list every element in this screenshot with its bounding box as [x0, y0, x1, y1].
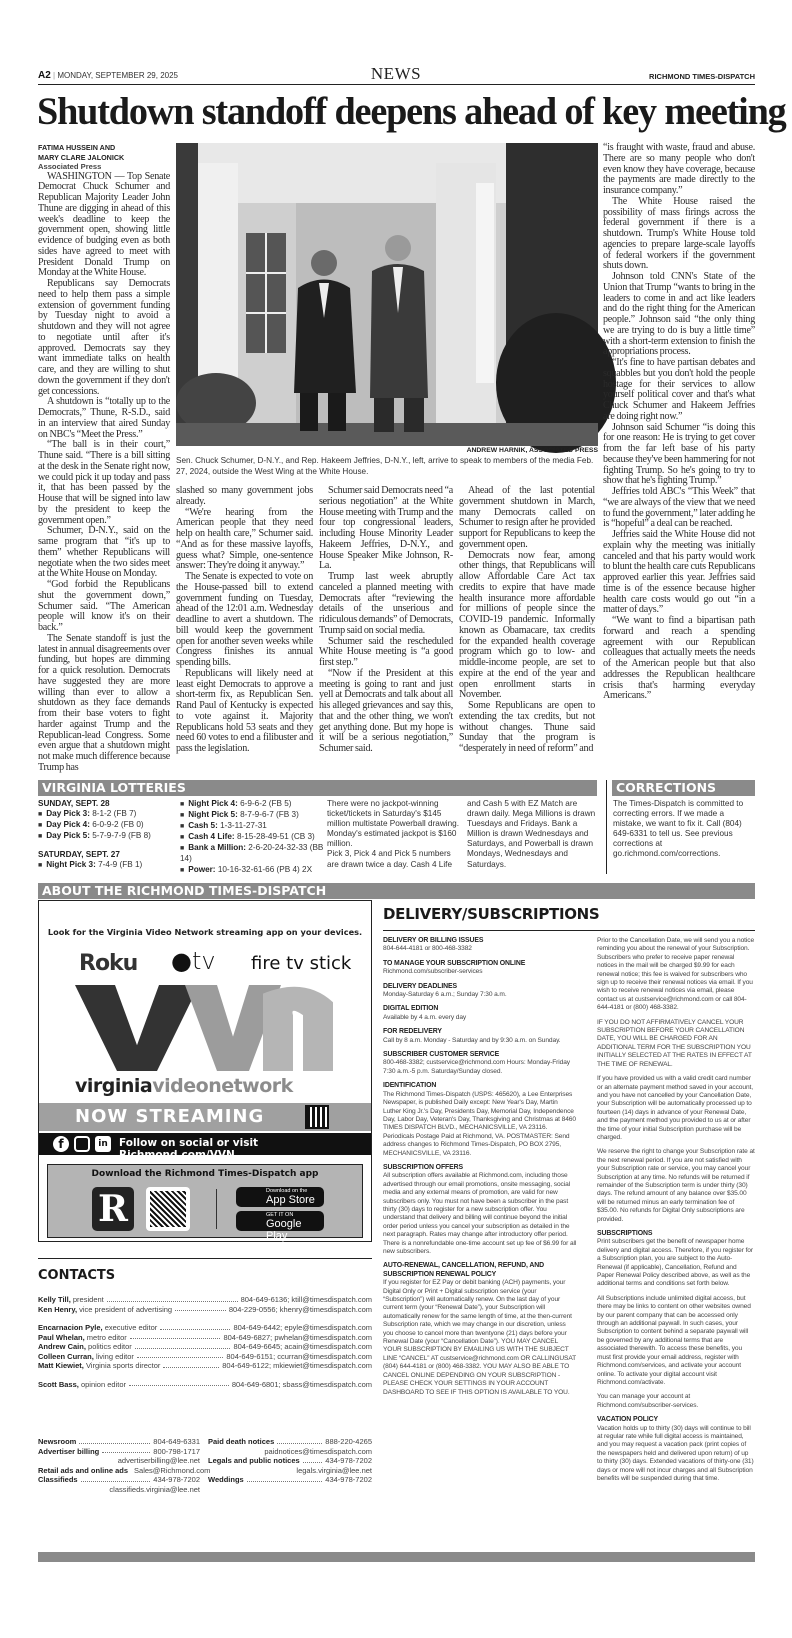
separator: | [53, 71, 56, 80]
social-banner[interactable] [39, 1133, 371, 1161]
department-info: 804-649-6331 [153, 1437, 200, 1446]
article-paragraph: Trump last week abruptly canceled a planned meeting with Democrats after “reviewing the details of the unserious and ridiculous demands” of Democrats, Trump said on social media. [319, 571, 453, 636]
department-email: legals.virginia@lee.net [296, 1465, 372, 1475]
delivery-col-right [597, 937, 755, 1489]
game-name: Night Pick 5: [188, 810, 238, 820]
policy-heading: IDENTIFICATION [383, 1082, 437, 1090]
policy-text: Available by 4 a.m. every day [383, 1013, 467, 1021]
apple-icon: ● [171, 947, 192, 975]
department-row [38, 1447, 200, 1457]
contact-row [38, 1342, 372, 1352]
author: FATIMA HUSSEIN AND [38, 143, 116, 152]
department-contacts-right [208, 1437, 372, 1485]
contact-info: 804-649-6801; sbass@timesdispatch.com [231, 1379, 372, 1389]
fire-tv-logo: fire tv stick [251, 953, 352, 974]
department-row [38, 1437, 200, 1447]
section-name: NEWS [370, 64, 422, 83]
policy-heading: SUBSCRIPTION OFFERS [383, 1163, 464, 1171]
facebook-icon[interactable]: f [53, 1136, 69, 1152]
contact-row [38, 1295, 372, 1305]
rtd-logo-icon: R [92, 1187, 134, 1231]
contact-name: Ken Henry, [38, 1304, 78, 1314]
contact-row [38, 1323, 372, 1333]
lottery-result [38, 809, 178, 820]
policy-text: Prior to the Cancellation Date, we will send you a notice reminding you about the renewal of your Subscription. Subscribers who prefer to receive paper renewal notices in the mail will be charged $9.99 for each renewal notice; this fee is waived for subscribers who sign up to receive their renewal notices via email. If you wish to receive renewal notices via email, please contact us at custservice@richmond.com or call 804-644-4181 or (800) 468-3382. [597, 937, 755, 1012]
department-info: 800-798-1717 [153, 1446, 200, 1456]
social-text[interactable]: Follow on social or visit Richmond.com/VVN [119, 1137, 259, 1161]
author: MARY CLARE JALONICK [38, 152, 125, 162]
policy-text: Print subscribers get the benefit of newspaper home delivery and digital access. Therefore, if you register for a Subscription plan, you are subject to the Auto-Renewal (if applicable), Cancellation, Refund and Paper Renewal Policy described above, as well as the additional terms and conditions set forth below. [597, 1238, 753, 1288]
lottery-result [38, 831, 178, 842]
policy-text: All subscription offers available at Richmond.com, including those advertised through our email promotions, onsite messaging, social media and any external means of promotion, are valid for new subscribers only. You must not have been a subscriber in the past thirty (30) days to register for a new subscription offer. You understand that delivery and billing will continue beyond the initial order period unless you cancel your subscription as detailed in the next paragraph. Rates may change after introductory offer period. There is a nonrefundable one-time account set up fee of $6.99 for all new subscribers. [383, 1172, 577, 1255]
policy-text: Monday-Saturday 6 a.m.; Sunday 7:30 a.m. [383, 991, 507, 999]
contact-name: Paul Whelan, [38, 1332, 85, 1342]
winning-numbers: 8-15-28-49-51 (CB 3) [236, 832, 315, 842]
leader-dots [303, 1456, 323, 1463]
instagram-icon[interactable] [74, 1136, 90, 1152]
corrections-header: CORRECTIONS [612, 780, 755, 796]
spacer [38, 1314, 372, 1323]
policy-text: If you register for EZ Pay or debit banking (ACH) payments, your Digital Only or Print + Digital subscription service (your “Subscription”) will automatically renew. On the last day of your current term (your “Renewal Date”), your Subscription will automatically renew for the same length of time, at the then-current Subscription rate, which we may change in our discretion, unless you choose to cancel more than twentyone (21) days before your Renewal Date (your “Cancellation Date”). YOU MAY CANCEL YOUR SUBSCRIPTION BY EMAILING US WITH THE SUBJECT LINE “CANCEL” AT custservice@richmond.com OR CALLINGUSAT (804) 644-4181 or (800) 468-3382. YOU MAY ALSO BE ABLE TO CANCEL ONLINE DEPENDING ON YOUR SUBSCRIPTION - PLEASE CHECK YOUR SETTINGS IN YOUR ACCOUNT DASHBOARD TO SEE IF THIS OPTION IS AVAILABLE TO YOU. [383, 1279, 576, 1396]
policy-heading: SUBSCRIBER CUSTOMER SERVICE [383, 1051, 500, 1059]
photo-credit: ANDREW HARNIK, ASSOCIATED PRESS [466, 447, 598, 454]
contact-name: Matt Kiewiet, [38, 1361, 84, 1370]
winning-numbers: 6-0-9-2 (FB 0) [92, 820, 144, 830]
app-download-box[interactable] [47, 1164, 363, 1242]
contact-row [38, 1361, 372, 1371]
contacts-rule [38, 1258, 372, 1259]
winning-numbers: 8-1-2 (FB 7) [92, 809, 137, 819]
department-row [208, 1437, 372, 1447]
article-paragraph: A shutdown is “totally up to the Democrats,” Thune, R-S.D., said in an interview that aired Sunday on NBC's “Meet the Press.” [38, 396, 170, 440]
lottery-result [180, 865, 326, 876]
contact-role: metro editor [86, 1332, 127, 1342]
article-paragraph: Schumer said the rescheduled White House meeting is “a good first step.” [319, 635, 453, 668]
contact-row [38, 1352, 372, 1362]
game-name: Day Pick 5: [46, 831, 90, 841]
department-info: Sales@Richmond.com [134, 1465, 211, 1475]
lottery-results-col-1 [38, 799, 178, 872]
department-name: Legals and public notices [208, 1456, 300, 1465]
leader-dots [137, 1352, 224, 1359]
lottery-result [38, 860, 178, 871]
byline [38, 143, 170, 172]
policy-text: You can manage your account at Richmond.com/subscriber-services. [597, 1393, 699, 1409]
corrections-text: The Times-Dispatch is committed to correcting errors. If we made a mistake, we want to fix it. Call (804) 649-6331 to tell us. See previous corrections at go.richmond.com/corrections. [613, 799, 744, 859]
winning-numbers: 2-6-20-24-32-33 (BB 14) [180, 843, 324, 864]
photo-caption: Sen. Chuck Schumer, D-N.Y., and Rep. Hakeem Jeffries, D-N.Y., left, arrive to speak to members of the media Feb. 27, 2024, outside the West Wing at the White House. [176, 456, 594, 476]
contact-info: 804-649-6136; ktill@timesdispatch.com [240, 1295, 372, 1304]
jackpot-note: There were no jackpot-winning ticket/tickets in Saturday's $145 million multistate Powerball drawing. Monday's estimated jackpot is $160 million. [327, 799, 459, 849]
article-column-2 [176, 486, 313, 755]
contact-name: Colleen Curran, [38, 1351, 94, 1361]
lottery-results-col-2 [180, 799, 326, 876]
article-column-5 [603, 143, 755, 702]
draw-date: SUNDAY, SEPT. 28 [38, 799, 110, 808]
article-paragraph: The Senate is expected to vote on the House-passed bill to extend government funding on Tuesday, ahead of the 12:01 a.m. Wednesday deadline to avert a shutdown. The bill would keep the government open for another seven weeks while Congress finishes its annual spending bills. [176, 571, 313, 668]
app-store-button[interactable] [236, 1187, 324, 1207]
policy-text: The Richmond Times-Dispatch (USPS: 465620), a Lee Enterprises Newspaper, is published Daily except: New Year's Day, Martin Luther King Jr.'s Day, Presidents Day, Memorial Day, Independence Day, Labor Day, Veteran's Day, Thanksgiving and Christmas at 8460 TIMES DISPATCH BLVD., MECHANICSVILLE, VA 23116. Periodicals Postage Paid at Richmond, VA. POSTMASTER: Send address changes to Richmond Times-Dispatch, PO BOX 2795, MECHANICSVILLE, VA 23116. [383, 1090, 576, 1157]
article-paragraph: Ahead of the last potential government shutdown in March, many Democrats called on Schumer to resign after he provided support for Republicans to keep the government open. [459, 485, 595, 550]
department-name: Advertiser billing [38, 1446, 100, 1456]
policy-heading: TO MANAGE YOUR SUBSCRIPTION ONLINE [383, 959, 526, 967]
department-contacts-left [38, 1437, 211, 1494]
contact-role: politics editor [88, 1342, 132, 1351]
qr-code-icon [305, 1105, 329, 1129]
lotteries-header: VIRGINIA LOTTERIES [38, 780, 597, 796]
apple-tv-logo [171, 947, 216, 975]
vvn-wordmark [75, 1074, 293, 1098]
policy-heading: SUBSCRIPTIONS [597, 1230, 653, 1237]
contacts-heading: CONTACTS [38, 1268, 116, 1283]
article-paragraph: “The ball is in their court,” Thune said. “There is a bill sitting at the desk in the Senate right now, we could pick it up today and pass it, that has been passed by the House that will be signed into law by the president to keep the government open.” [38, 439, 170, 526]
policy-text: 804-644-4181 or 800-468-3382 [383, 945, 472, 953]
winning-numbers: 6-9-6-2 (FB 5) [240, 799, 292, 808]
leader-dots [163, 1361, 219, 1368]
article-column-4 [459, 486, 595, 755]
button-label: Google Play [266, 1218, 302, 1242]
leader-dots [277, 1437, 322, 1444]
article-paragraph: “Now if the President at this meeting is going to rant and just yell at Democrats and talk about all his alleged grievances and say this, that and the other thing, we won't get anything done. But my hope is it will be a serious negotiation,” Schumer said. [319, 667, 453, 754]
article-paragraph: Some Republicans are open to extending the tax credits, but not without changes. Thune said Sunday that the program is “desperately in need of reform” and [459, 700, 595, 754]
app-download-title: Download the Richmond Times-Dispatch app [91, 1169, 319, 1179]
leader-dots [107, 1295, 238, 1302]
article-paragraph: Democrats now fear, among other things, that Republicans will allow Affordable Care Act tax credits to expire that have made health insurance more affordable for millions of people since the COVID-19 pandemic. Informally known as Obamacare, tax credits for the expanded health coverage program which go to low- and middle-income people, are set to expire at the end of the year and open enrollment starts in November. [459, 549, 595, 701]
contact-role: opinion editor [80, 1379, 126, 1389]
divider [216, 1189, 217, 1229]
leader-dots [102, 1447, 150, 1454]
staff-contacts [38, 1295, 372, 1398]
game-name: Night Pick 3: [46, 860, 96, 870]
department-name: Weddings [208, 1475, 244, 1484]
department-info: 434-978-7202 [153, 1475, 200, 1484]
contact-row [38, 1333, 372, 1343]
department-row [38, 1475, 200, 1485]
game-name: Day Pick 3: [46, 809, 90, 819]
button-label: App Store [266, 1194, 315, 1206]
issue-date: MONDAY, SEPTEMBER 29, 2025 [57, 71, 178, 80]
policy-heading: AUTO-RENEWAL, CANCELLATION, REFUND, AND SUBSCRIPTION RENEWAL POLICY [383, 1262, 544, 1278]
game-name: Day Pick 4: [46, 820, 90, 830]
article-paragraph: slashed so many government jobs already. [176, 485, 313, 507]
article-paragraph: Jeffries said the White House did not explain why the meeting was initially canceled and that his party would work to blunt the health care cuts Republicans approved earlier this year. Jeffries said time is of the essence because higher health care costs would go out “in a matter of days.” [603, 529, 755, 616]
draw-schedule-note: Pick 3, Pick 4 and Pick 5 numbers are drawn twice a day. Cash 4 Life [327, 849, 452, 869]
game-name: Cash 5: [188, 821, 218, 831]
contact-name: Kelly Till, [38, 1295, 71, 1304]
button-small-text: GET IT ON [266, 1212, 294, 1218]
contact-info: 804-649-6645; acain@timesdispatch.com [233, 1342, 372, 1351]
article-paragraph: “It's fine to have partisan debates and squabbles but you don't hold the people hostage for their services to allow yourself political cover and that's what Chuck Schumer and Hakeem Jeffries are doing right now.” [603, 357, 755, 422]
contact-role: living editor [95, 1351, 134, 1361]
policy-text: IF YOU DO NOT AFFIRMATIVELY CANCEL YOUR SUBSCRIPTION BEFORE YOUR CANCELLATION DATE, YOU WILL BE CHARGED FOR AN ADDITIONAL TERM FOR THE SUBSCRIPTION YOU INITIALLY SELECTED AT THE RATES IN EFFECT AT THE TIME OF RENEWAL. [597, 1018, 752, 1068]
wordmark-part: virginia [75, 1075, 153, 1097]
spacer [38, 1389, 372, 1398]
policy-heading: VACATION POLICY [597, 1416, 659, 1424]
winning-numbers: 5-7-9-7-9 (FB 8) [92, 831, 151, 841]
policy-text: Call by 8 a.m. Monday - Saturday and by 9:30 a.m. on Sunday. [383, 1036, 561, 1044]
article-photo [176, 143, 598, 446]
about-header: ABOUT THE RICHMOND TIMES-DISPATCH [38, 883, 755, 899]
article-paragraph: Johnson told CNN's State of the Union that Trump “wants to bring in the leaders to come in and act like leaders and do the right thing for the American people.” Johnson said “the only thing we are trying to do is buy a little time” with a short-term extension to finish the appropriations process. [603, 271, 755, 358]
contact-row [38, 1305, 372, 1315]
leader-dots [79, 1437, 150, 1444]
article-paragraph: Republicans will likely need at least eight Democrats to approve a short-term fix, as Republican Sen. Rand Paul of Kentucky is expected to vote against it. Majority Republicans hold 53 seats and they need 60 votes to end a filibuster and pass the legislation. [176, 667, 313, 754]
header-rule [38, 84, 755, 85]
department-name: Retail ads and online ads [38, 1465, 129, 1475]
lottery-result [180, 821, 326, 832]
contact-info: 804-649-6827; pwhelan@timesdispatch.com [223, 1332, 372, 1342]
game-name: Cash 4 Life: [188, 832, 235, 842]
winning-numbers: 7-4-9 (FB 1) [98, 860, 143, 870]
department-name: Paid death notices [208, 1437, 275, 1446]
policy-text: Vacation holds up to thirty (30) days will continue to bill at regular rate while full digital access is maintained, and you may request a vacation pack (print copies of the newspapers held and delivered upon return) of up to thirty (30) days. Extended vacations of thirty-one (31) days or more will not incur charges and all Subscription benefits will be suspended during that time. [597, 1424, 754, 1482]
leader-dots [135, 1342, 231, 1349]
contact-info: 804-649-6151; ccurran@timesdispatch.com [226, 1351, 372, 1361]
lottery-result [38, 820, 178, 831]
policy-heading: DIGITAL EDITION [383, 1005, 439, 1013]
policy-text: Richmond.com/subscriber-services [383, 968, 483, 976]
policy-text: If you have provided us with a valid credit card number or an alternate payment method saved in your account, and you have not cancelled by your Cancellation Date, your Subscription will be automatically processed up to fourteen (14) days in advance of your Renewal Date, and the payment method you provided to us at or after the time of your initial Subscription purchase will be charged. [597, 1075, 753, 1141]
wordmark-part: videonetwork [152, 1075, 293, 1097]
article-paragraph: “We're hearing from the American people that they need help on health care,” Schumer said. “And as for these massive layoffs, guess what? Simple, one-sentence answer: They're doing it anyway.” [176, 506, 313, 572]
department-name: Newsroom [38, 1437, 77, 1446]
contact-role: vice president of advertising [79, 1304, 173, 1314]
article-paragraph: The White House raised the possibility of mass firings across the federal government if there is a shutdown. Trump's White House told agencies to prepare large-scale layoffs of federal workers if the government shuts down. [603, 195, 755, 272]
article-column-3 [319, 486, 453, 755]
department-row [208, 1475, 372, 1485]
leader-dots [247, 1475, 323, 1482]
leader-dots [160, 1323, 230, 1330]
linkedin-icon[interactable]: in [95, 1136, 111, 1152]
winning-numbers: 10-16-32-61-66 (PB 4) 2X [217, 864, 313, 874]
article-paragraph: “We want to find a bipartisan path forward and reach a spending agreement with our Republican colleagues that actually meets the needs of the American people but that also addresses the Republican healthcare crisis that's harming everyday Americans.” [603, 615, 755, 702]
department-info: 434-978-7202 [325, 1456, 372, 1465]
paper-name: RICHMOND TIMES-DISPATCH [649, 72, 755, 81]
contact-name: Scott Bass, [38, 1379, 79, 1389]
lottery-result [180, 832, 326, 843]
policy-text: 800-468-3382; custservice@richmond.com Hours: Monday-Friday 7:30 a.m.-5 p.m. Saturday/Sunday closed. [383, 1059, 570, 1075]
article-paragraph: The Senate standoff is just the latest in annual disagreements over funding, but hopes are dimming for a quick resolution. Democrats have suggested they are more willing than ever to allow a shutdown as they face demands from their base voters to fight harder against Trump and the Republican-lead Congress. Some even argue that a shutdown might not make much difference because Trump has [38, 632, 170, 773]
article-paragraph: “God forbid the Republicans shut the government down,” Schumer said. “The American people will know it's on their back.” [38, 579, 170, 633]
department-row [38, 1465, 211, 1476]
article-paragraph: WASHINGTON — Top Senate Democrat Chuck Schumer and Republican Majority Leader John Thune are digging in ahead of this week's deadline to keep the government open, showing little evidence of budging even as both sides have agreed to meet with President Donald Trump on Monday at the White House. [38, 170, 170, 279]
now-streaming-banner [39, 1103, 371, 1131]
lottery-result [180, 810, 326, 821]
department-name: Classifieds [38, 1475, 78, 1484]
leader-dots [175, 1305, 226, 1312]
policy-text: We reserve the right to change your Subscription rate at the next renewal period. If you are not satisfied with your Subscription rate or service, you may cancel your Subscription at any time. No refunds will be returned if remainder of the Subscription term is under thirty (30) days. The refund amount of any balance over $35.00 will be returned minus an early termination fee of $35.00. No refunds for Digital Only subscriptions are provided. [597, 1148, 755, 1223]
article-paragraph: Schumer, D-N.Y., said on the same program that “it's up to them” whether Republicans will negotiate when the two sides meet at the White House on Monday. [38, 525, 170, 580]
article-paragraph: “is fraught with waste, fraud and abuse. There are so many people who don't even know they have coverage, because the payments are made directly to the insurance company.” [603, 142, 755, 196]
lottery-result [180, 799, 326, 810]
delivery-rule [383, 930, 755, 931]
winning-numbers: 8-7-9-6-7 (FB 3) [240, 810, 299, 820]
lottery-notes [327, 799, 463, 870]
apple-tv-text: tv [191, 947, 216, 975]
button-small-text: Download on the [266, 1188, 308, 1194]
column-divider [606, 780, 607, 874]
policy-text: All Subscriptions include unlimited digital access, but there may be links to content on other websites owned by our parent company that can be accessed only through an additional paywall. In such cases, your Subscription to content behind a separate paywall will be governed by any additional terms that are associated therewith. To access these benefits, you must first provide your email address, register with Richmond.com/services, and activate your account online. To activate your digital account visit Richmond.com/activate. [597, 1294, 751, 1386]
contact-role: president [72, 1295, 104, 1304]
contact-name: Encarnacion Pyle, [38, 1323, 103, 1332]
delivery-col-left [383, 937, 577, 1403]
contact-role: Virginia sports director [85, 1361, 161, 1370]
google-play-button[interactable] [236, 1211, 324, 1242]
winning-numbers: 1-3-11-27-31 [220, 821, 267, 831]
leader-dots [129, 1380, 229, 1387]
app-qr-code-icon [146, 1187, 190, 1231]
ad-tagline: Look for the Virginia Video Network streaming app on your devices. [47, 927, 363, 937]
lottery-schedule: and Cash 5 with EZ Match are drawn daily. Mega Millions is drawn Tuesdays and Fridays. Bank a Million is drawn Wednesdays and Saturdays, and Powerball is drawn Mondays, Wednesdays and Saturdays. [467, 799, 596, 869]
policy-heading: DELIVERY OR BILLING ISSUES [383, 937, 484, 944]
department-row [208, 1456, 372, 1466]
article-column-1 [38, 143, 170, 774]
draw-date: SATURDAY, SEPT. 27 [38, 850, 120, 860]
game-name: Power: [188, 864, 216, 874]
spacer [38, 1371, 372, 1380]
contact-info: 804-229-0556; khenry@timesdispatch.com [228, 1304, 372, 1314]
policy-heading: DELIVERY DEADLINES [383, 982, 458, 990]
contact-name: Andrew Cain, [38, 1342, 86, 1351]
department-email: classifieds.virginia@lee.net [109, 1484, 200, 1494]
now-streaming-text: NOW STREAMING [75, 1106, 265, 1127]
department-email: advertiserbilling@lee.net [117, 1456, 200, 1465]
headline: Shutdown standoff deepens ahead of key meeting [37, 90, 786, 133]
page-number: A2 [38, 70, 51, 81]
article-paragraph: Jeffries told ABC's “This Week” that “we are always of the view that we need to fund the government,” later adding he is “hopeful” a deal can be reached. [603, 486, 755, 530]
contact-role: executive editor [104, 1323, 158, 1332]
news-agency: Associated Press [38, 162, 102, 171]
contact-info: 804-649-6442; epyle@timesdispatch.com [233, 1323, 372, 1332]
article-paragraph: Schumer said Democrats need “a serious negotiation” at the White House meeting with Trump and the four top congressional leaders, including House Minority Leader Hakeem Jeffries, D-N.Y., and House Speaker Mike Johnson, R-La. [319, 485, 453, 572]
game-name: Bank a Million: [188, 843, 247, 853]
roku-logo: Roku [79, 951, 138, 976]
contact-row [38, 1380, 372, 1390]
policy-heading: FOR REDELIVERY [383, 1028, 442, 1036]
delivery-heading: DELIVERY/SUBSCRIPTIONS [383, 905, 600, 923]
leader-dots [81, 1475, 151, 1482]
leader-dots [130, 1333, 221, 1340]
vvn-ad[interactable] [38, 900, 372, 1242]
footer-bar [38, 1552, 755, 1562]
lottery-result [180, 843, 326, 864]
game-name: Night Pick 4: [188, 799, 238, 808]
article-paragraph: Johnson said Schumer “is doing this for one reason: He is trying to get cover from the far left base of his party because they've been hammering for not fighting Trump. So he's going to try to show that he's fighting Trump.” [603, 421, 755, 487]
department-info: 434-978-7202 [325, 1475, 372, 1484]
department-email: paidnotices@timesdispatch.com [264, 1446, 372, 1456]
department-info: 888-220-4265 [325, 1437, 372, 1446]
vvn-logo [75, 985, 335, 1071]
article-paragraph: Republicans say Democrats need to help them pass a simple extension of government funding by Tuesday night to avoid a shutdown and they will not agree to negotiate until after it's approved. Democrats say they want immediate talks on health care, and they are willing to shut down the government if they don't get concessions. [38, 278, 170, 397]
contact-info: 804-649-6122; mkiewiet@timesdispatch.com [222, 1361, 372, 1370]
